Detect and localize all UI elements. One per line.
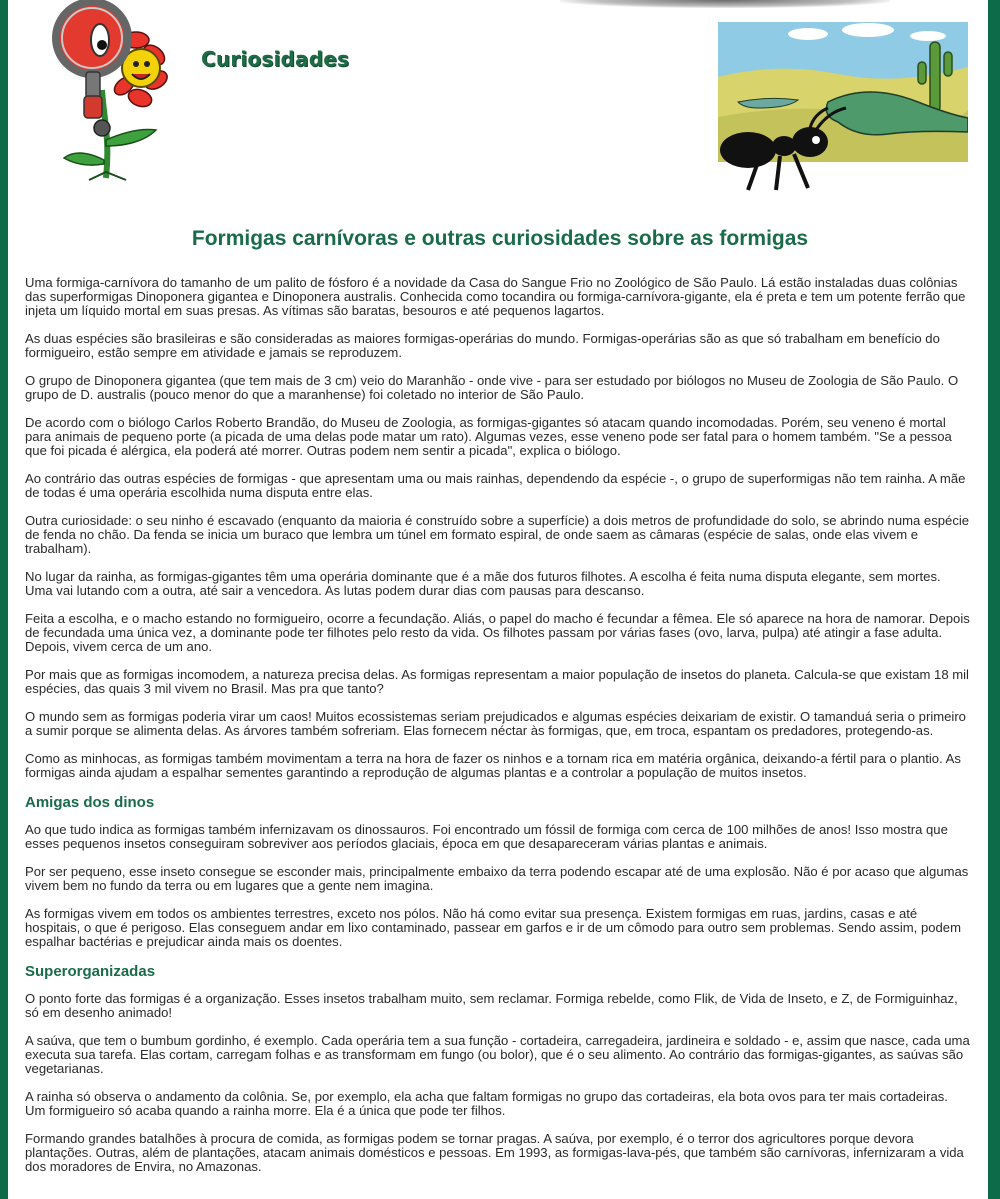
article-paragraph: Por ser pequeno, esse inseto consegue se esconder mais, principalmente embaixo da terra podendo escapar até de uma explosão. Não é por acaso que algumas vivem bem no fundo da terra ou em lugares que a gente nem imagina. [25,864,969,893]
article-paragraph: No lugar da rainha, as formigas-gigantes têm uma operária dominante que é a mãe dos futuros filhotes. A escolha é feita numa disputa elegante, sem mortes. Uma vai lutando com a outra, até sair a vencedora. As lutas podem durar dias com pausas para descanso. [25,569,941,598]
article-paragraph: As duas espécies são brasileiras e são consideradas as maiores formigas-operárias do mundo. Formigas-operárias são as que só trabalham em benefício do formigueiro, estão sempre em atividade e jamais se reproduzem. [25,331,940,360]
page-frame-right [988,0,1000,1199]
article-paragraph: Feita a escolha, e o macho estando no formigueiro, ocorre a fecundação. Aliás, o papel do macho é fecundar a fêmea. Ele só aparece na hora de namorar. Depois de fecundada uma única vez, a dominante pode ter filhotes pelo resto da vida. Os filhotes passam por várias fases (ovo, larva, pulpa) até atingir a fase adulta. Depois, vivem cerca de um ano. [25,611,970,654]
article-paragraph: Ao que tudo indica as formigas também infernizavam os dinossauros. Foi encontrado um fóssil de formiga com cerca de 100 milhões de anos! Isso mostra que esses pequenos insetos conseguiram sobreviver aos períodos glaciais, época em que desapareceram várias plantas e animais. [25,822,948,851]
article-title: Formigas carnívoras e outras curiosidades sobre as formigas [191,227,809,250]
article-paragraph: O mundo sem as formigas poderia virar um caos! Muitos ecossistemas seriam prejudicados e algumas espécies deixariam de existir. O tamanduá seria o primeiro a sumir porque se alimenta delas. As árvores também sofreriam. Elas fornecem néctar às formigas, que, em troca, espantam os predadores, protegendo-as. [25,709,966,738]
article-paragraph: A rainha só observa o andamento da colônia. Se, por exemplo, ela acha que faltam formigas no grupo das cortadeiras, ela bota ovos para ter mais cortadeiras. Um formigueiro só acaba quando a rainha morre. Ela é a única que pode ter filhos. [25,1089,948,1118]
section-heading-superorganizadas: Superorganizadas [25,963,156,980]
article-paragraph: Uma formiga-carnívora do tamanho de um palito de fósforo é a novidade da Casa do Sangue Frio no Zoológico de São Paulo. Lá estão instaladas duas colônias das superformigas Dinoponera gigantea e Dinoponera australis. Conhecida como tocandira ou formiga-carnívora-gigante, ela é preta e tem um potente ferrão que injeta um líquido mortal em suas presas. As vítimas são baratas, besouros e até pequenos lagartos. [25,275,966,318]
article-paragraph: As formigas vivem em todos os ambientes terrestres, exceto nos pólos. Não há como evitar sua presença. Existem formigas em ruas, jardins, casas e até hospitais, o que é perigoso. Elas conseguem andar em lixo contaminado, passear em garfos e ir de um cômodo para outro sem problemas. Sendo assim, podem espalhar bactérias e prejudicar ainda mais os doentes. [25,906,961,949]
ant-and-lizards-illustration [718,22,968,192]
top-shadow-decoration [560,0,890,8]
article-paragraph: A saúva, que tem o bumbum gordinho, é exemplo. Cada operária tem a sua função - cortadeira, carregadeira, jardineira e soldado - e, assim que nasce, cada uma executa sua tarefa. Elas cortam, carregam folhas e as transformam em fungo (ou bolor), que é o seu alimento. Ao contrário das formigas-gigantes, as saúvas são vegetarianas. [25,1033,970,1076]
page-frame-left [0,0,8,1199]
article-paragraph: Outra curiosidade: o seu ninho é escavado (enquanto da maioria é construído sobre a superfície) a dois metros de profundidade do solo, se abrindo numa espécie de fenda no chão. Da fenda se inicia um buraco que lembra um túnel em formato espiral, de onde saem as câmaras (espécie de salas, onde elas vivem e trabalham). [25,513,970,556]
article-paragraph: O ponto forte das formigas é a organização. Esses insetos trabalham muito, sem reclamar. Formiga rebelde, como Flik, de Vida de Inseto, e Z, de Formiguinhaz, só em desenho animado! [25,991,958,1020]
article-paragraph: Formando grandes batalhões à procura de comida, as formigas podem se tornar pragas. A saúva, por exemplo, é o terror dos agricultores porque devora plantações. Outras, além de plantações, atacam animais domésticos e pessoas. Em 1993, as formigas-lava-pés, que também são carnívoras, infernizaram a vida dos moradores de Envira, no Amazonas. [25,1131,964,1174]
article-paragraph: Como as minhocas, as formigas também movimentam a terra na hora de fazer os ninhos e a tornam rica em matéria orgânica, deixando-a fértil para o plantio. As formigas ainda ajudam a espalhar sementes garantindo a reprodução de algumas plantas e a controlar a população de muitos insetos. [25,751,961,780]
article-body [25,276,970,1188]
article-paragraph: Ao contrário das outras espécies de formigas - que apresentam uma ou mais rainhas, dependendo da espécie -, o grupo de superformigas não tem rainha. A mãe de todas é uma operária escolhida numa disputa entre elas. [25,471,966,500]
article-paragraph: De acordo com o biólogo Carlos Roberto Brandão, do Museu de Zoologia, as formigas-gigantes só atacam quando incomodadas. Porém, seu veneno é mortal para animais de pequeno porte (a picada de uma delas pode matar um rato). Algumas vezes, esse veneno pode ser fatal para o homem também. "Se a pessoa que foi picada é alérgica, ela poderá até morrer. Outras podem nem sentir a picada", explica o biólogo. [25,415,952,458]
flower-mascot-illustration [44,0,174,190]
article-paragraph: Por mais que as formigas incomodem, a natureza precisa delas. As formigas representam a maior população de insetos do planeta. Calcula-se que existam 18 mil espécies, das quais 3 mil vivem no Brasil. Mas pra que tanto? [25,667,969,696]
section-label: Curiosidades [201,47,350,71]
article-paragraph: O grupo de Dinoponera gigantea (que tem mais de 3 cm) veio do Maranhão - onde vive - para ser estudado por biólogos no Museu de Zoologia de São Paulo. O grupo de D. australis (pouco menor do que a maranhense) foi coletado no interior de São Paulo. [25,373,959,402]
section-heading-dinos: Amigas dos dinos [25,794,155,811]
magnifying-glass-icon [56,2,128,136]
